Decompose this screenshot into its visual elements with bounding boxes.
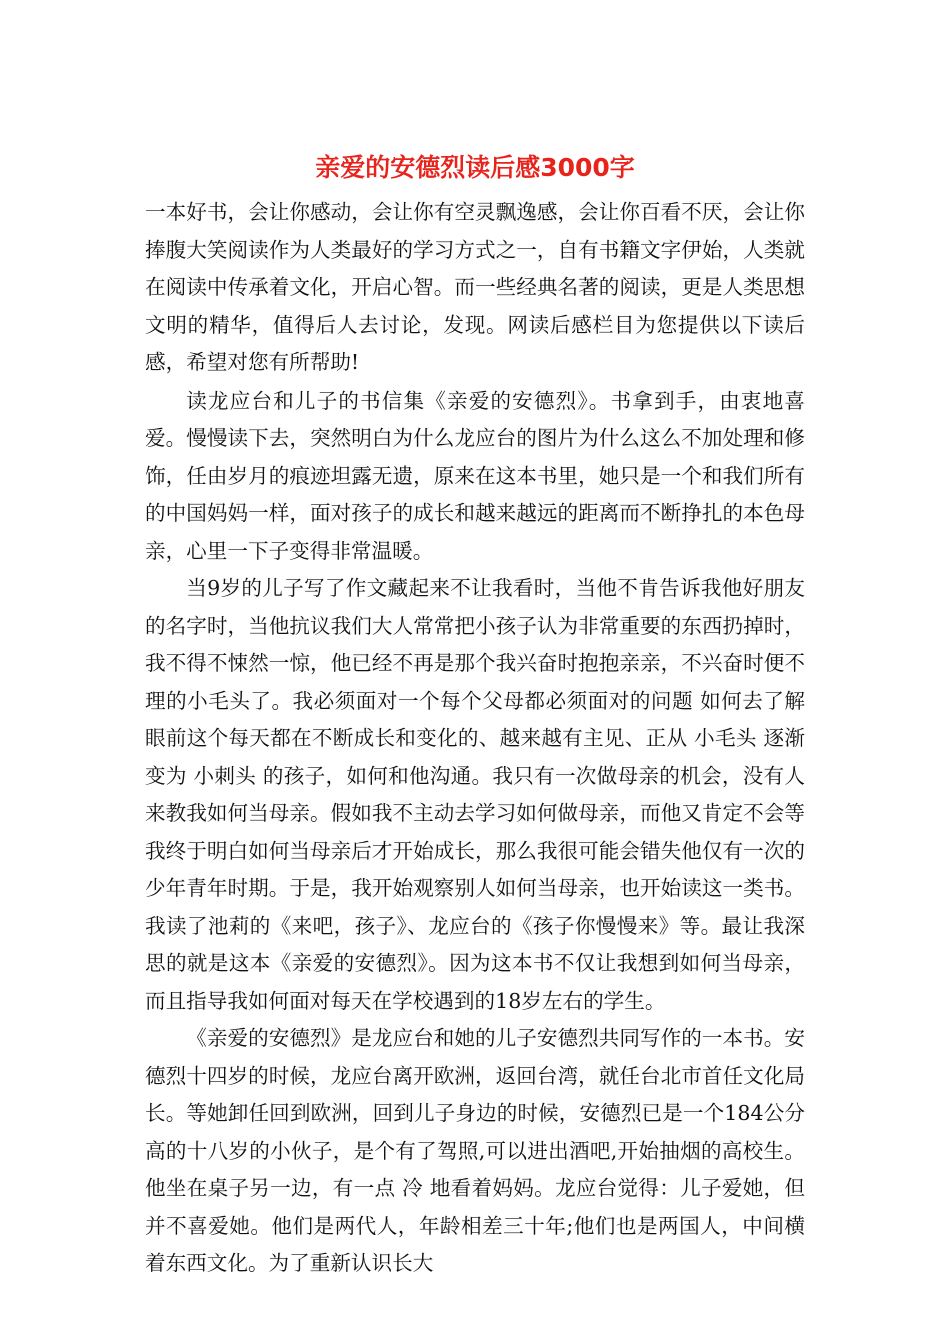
paragraph-1: 读龙应台和儿子的书信集《亲爱的安德烈》。书拿到手，由衷地喜爱。慢慢读下去，突然明白为什么龙应台的图片为什么这么不加处理和修饰，任由岁月的痕迹坦露无遗，原来在这本书里，她只是一个和我们所有的中国妈妈一样，面对孩子的成长和越来越远的距离而不断挣扎的本色母亲，心里一下子变得非常温暖。: [145, 388, 805, 563]
document-title: 亲爱的安德烈读后感3000字: [315, 153, 635, 182]
paragraph-intro: 一本好书，会让你感动，会让你有空灵飘逸感，会让你百看不厌，会让你捧腹大笑阅读作为人类最好的学习方式之一，自有书籍文字伊始，人类就在阅读中传承着文化，开启心智。而一些经典名著的阅读，更是人类思想文明的精华，值得后人去讨论，发现。网读后感栏目为您提供以下读后感，希望对您有所帮助!: [145, 200, 805, 374]
document-body: [145, 194, 805, 1283]
paragraph-3: 《亲爱的安德烈》是龙应台和她的儿子安德烈共同写作的一本书。安德烈十四岁的时候，龙应台离开欧洲，返回台湾，就任台北市首任文化局长。等她卸任回到欧洲，回到儿子身边的时候，安德烈已是一个184公分高的十八岁的小伙子，是个有了驾照,可以进出酒吧,开始抽烟的高校生。他坐在桌子另一边，有一点 冷 地看着妈妈。龙应台觉得：儿子爱她，但并不喜爱她。他们是两代人，年龄相差三十年;他们也是两国人，中间横着东西文化。为了重新认识长大: [145, 1026, 805, 1275]
paragraph-2: 当9岁的儿子写了作文藏起来不让我看时，当他不肯告诉我他好朋友的名字时，当他抗议我们大人常常把小孩子认为非常重要的东西扔掉时，我不得不悚然一惊，他已经不再是那个我兴奋时抱抱亲亲，不兴奋时便不理的小毛头了。我必须面对一个每个父母都必须面对的问题 如何去了解眼前这个每天都在不断成长和变化的、越来越有主见、正从 小毛头 逐渐变为 小刺头 的孩子，如何和他沟通。我只有一次做母亲的机会，没有人来教我如何当母亲。假如我不主动去学习如何做母亲，而他又肯定不会等我终于明白如何当母亲后才开始成长，那么我很可能会错失他仅有一次的少年青年时期。于是，我开始观察别人如何当母亲，也开始读这一类书。我读了池莉的《来吧，孩子》、龙应台的《孩子你慢慢来》等。最让我深思的就是这本《亲爱的安德烈》。因为这本书不仅让我想到如何当母亲，而且指导我如何面对每天在学校遇到的18岁左右的学生。: [145, 576, 805, 1013]
